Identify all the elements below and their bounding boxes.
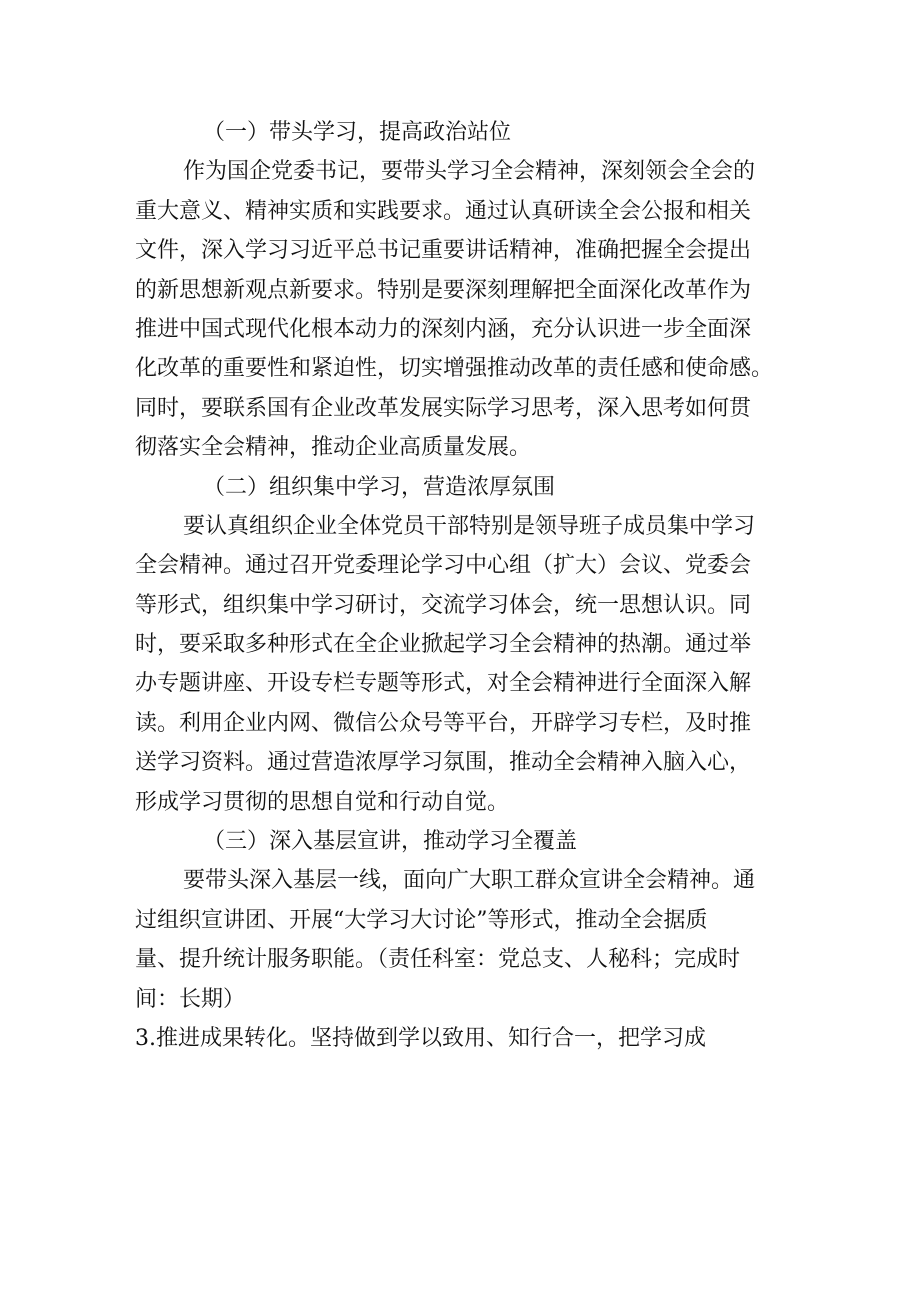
text-line: 同时，要联系国有企业改革发展实际学习思考，深入思考如何贯 <box>135 395 752 421</box>
text-line: 作为国企党委书记，要带头学习全会精神，深刻领会全会的 <box>183 159 756 185</box>
text-line: 要认真组织企业全体党员干部特别是领导班子成员集中学习 <box>183 513 756 539</box>
text-line: 形成学习贯彻的思想自觉和行动自觉。 <box>135 789 510 815</box>
text-line: 送学习资料。通过营造浓厚学习氛围，推动全会精神入脑入心， <box>135 750 752 776</box>
text-line: 等形式，组织集中学习研讨，交流学习体会，统一思想认识。同 <box>135 592 752 618</box>
text-line: 时，要采取多种形式在全企业掀起学习全会精神的热潮。通过举 <box>135 632 752 658</box>
text-line: 推进中国式现代化根本动力的深刻内涵，充分认识进一步全面深 <box>135 316 752 342</box>
text-line: 3.推进成果转化。坚持做到学以致用、知行合一，把学习成 <box>135 1025 706 1051</box>
text-line: 重大意义、精神实质和实践要求。通过认真研读全会公报和相关 <box>135 198 752 224</box>
text-line: 过组织宣讲团、开展“大学习大讨论”等形式，推动全会据质 <box>135 907 708 933</box>
text-line: 文件，深入学习习近平总书记重要讲话精神，准确把握全会提出 <box>135 238 752 264</box>
document-body <box>135 113 795 1058</box>
text-line: 全会精神。通过召开党委理论学习中心组（扩大）会议、党委会 <box>135 553 752 579</box>
text-line: 办专题讲座、开设专栏专题等形式，对全会精神进行全面深入解 <box>135 671 752 697</box>
text-line: 的新思想新观点新要求。特别是要深刻理解把全面深化改革作为 <box>135 277 752 303</box>
text-line: 化改革的重要性和紧迫性，切实增强推动改革的责任感和使命感。 <box>135 356 774 382</box>
text-line: 彻落实全会精神，推动企业高质量发展。 <box>135 435 532 461</box>
section-heading: （二）组织集中学习，营造浓厚氛围 <box>203 474 556 500</box>
text-line: 间：长期） <box>135 986 246 1012</box>
section-heading: （一）带头学习，提高政治站位 <box>203 120 512 145</box>
section-heading: （三）深入基层宣讲，推动学习全覆盖 <box>203 829 578 855</box>
text-line: 读。利用企业内网、微信公众号等平台，开辟学习专栏，及时推 <box>135 710 752 736</box>
text-line: 要带头深入基层一线，面向广大职工群众宣讲全会精神。通 <box>183 868 756 894</box>
text-line: 量、提升统计服务职能。（责任科室：党总支、人秘科；完成时 <box>135 947 741 973</box>
